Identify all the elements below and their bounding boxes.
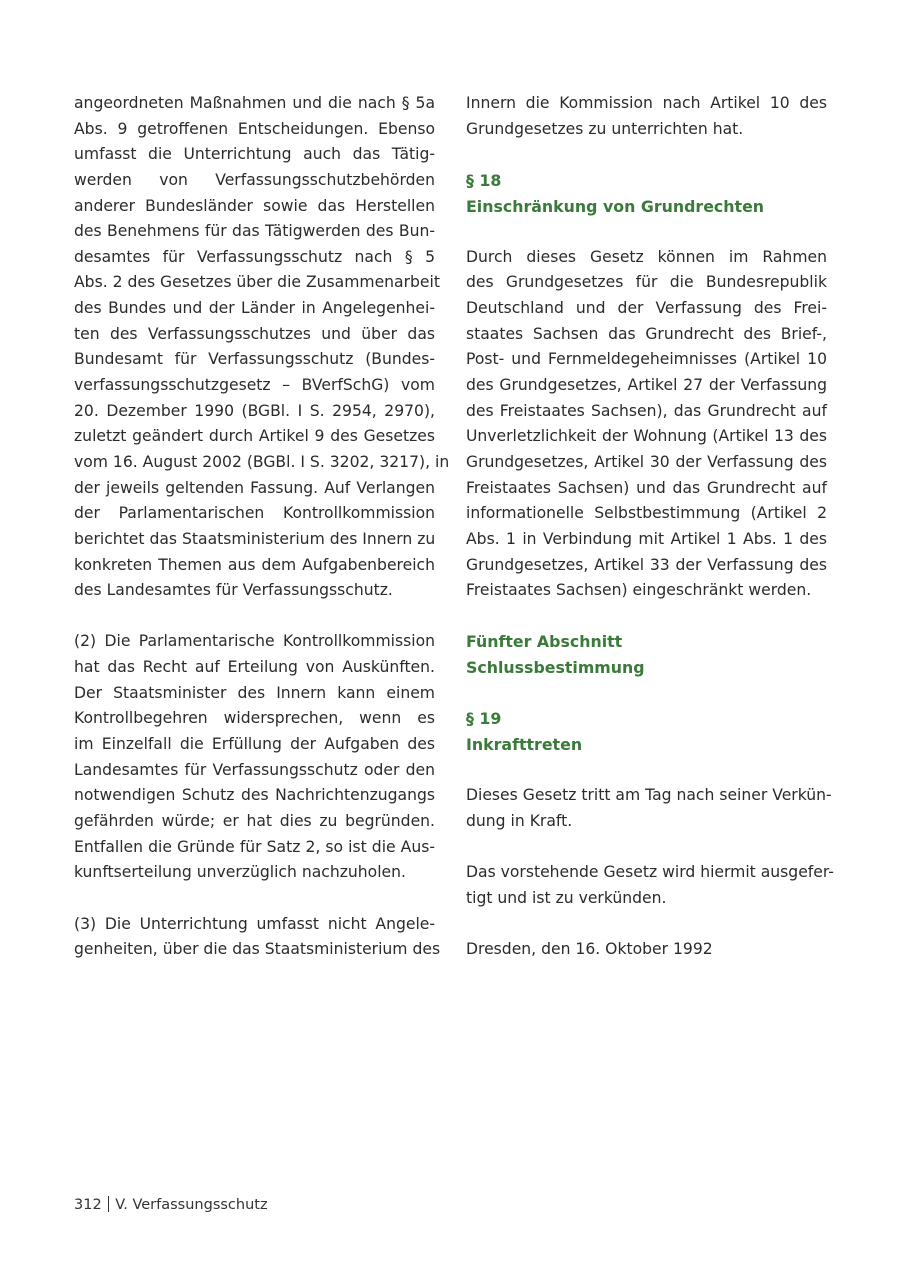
text-line: des Bundes und der Länder in Angelegenhei-	[74, 299, 435, 318]
text-line: (3) Die Unterrichtung umfasst nicht Angele-	[74, 914, 435, 933]
text-line: Abs. 9 getroffenen Entscheidungen. Ebenso	[74, 119, 435, 138]
text-line: Freistaates Sachsen) eingeschränkt werden.	[466, 581, 812, 600]
text-line: desamtes für Verfassungsschutz nach § 5	[74, 247, 435, 266]
left-column	[74, 91, 450, 963]
date-line: Dresden, den 16. Oktober 1992	[466, 940, 713, 959]
text-line: informationelle Selbstbestimmung (Artikel 2	[466, 504, 827, 523]
closing-text	[466, 860, 834, 911]
text-line: 20. Dezember 1990 (BGBl. I S. 2954, 2970),	[74, 401, 435, 420]
text-line: des Landesamtes für Verfassungsschutz.	[74, 581, 393, 600]
section-number: § 19	[466, 709, 502, 729]
text-line: Abs. 2 des Gesetzes über die Zusammenarbeit	[74, 273, 440, 292]
text-line: Bundesamt für Verfassungsschutz (Bundes-	[74, 350, 435, 369]
section-18-heading	[466, 168, 827, 219]
footer-separator	[108, 1196, 110, 1212]
page-number: 312	[74, 1197, 102, 1213]
text-line: Unverletzlichkeit der Wohnung (Artikel 13 des	[466, 427, 827, 446]
section-number: § 18	[466, 170, 502, 190]
chapter-label: V. Verfassungsschutz	[115, 1197, 268, 1213]
text-line: werden von Verfassungsschutzbehörden	[74, 170, 435, 189]
text-line: umfasst die Unterrichtung auch das Tätig-	[74, 145, 435, 164]
section-title: Inkrafttreten	[466, 735, 583, 755]
text-line: des Grundgesetzes für die Bundesrepublik	[466, 273, 827, 292]
text-line: berichtet das Staatsministerium des Innern zu	[74, 529, 436, 548]
text-line: staates Sachsen das Grundrecht des Brief-,	[466, 324, 827, 343]
text-line: Grundgesetzes zu unterrichten hat.	[466, 119, 744, 138]
text-line: konkreten Themen aus dem Aufgabenbereich	[74, 555, 435, 574]
text-line: hat das Recht auf Erteilung von Auskünften.	[74, 658, 435, 677]
text-line: Post- und Fernmeldegeheimnisses (Artikel 10	[466, 350, 827, 369]
section-19-text	[466, 783, 832, 834]
text-line: notwendigen Schutz des Nachrichtenzugangs	[74, 786, 435, 805]
text-line: Dieses Gesetz tritt am Tag nach seiner Verkün-	[466, 786, 832, 805]
paragraph-1	[74, 91, 450, 604]
text-line: anderer Bundesländer sowie das Herstellen	[74, 196, 435, 215]
text-line: tigt und ist zu verkünden.	[466, 888, 667, 907]
text-line: Der Staatsminister des Innern kann einem	[74, 683, 435, 702]
text-line: Entfallen die Gründe für Satz 2, so ist die Aus-	[74, 837, 435, 856]
text-line: Kontrollbegehren widersprechen, wenn es	[74, 709, 435, 728]
chapter-subtitle: Schlussbestimmung	[466, 658, 645, 678]
text-line: des Freistaates Sachsen), das Grundrecht auf	[466, 401, 827, 420]
text-line: Grundgesetzes, Artikel 30 der Verfassung des	[466, 452, 827, 471]
text-line: Durch dieses Gesetz können im Rahmen	[466, 247, 827, 266]
text-line: Das vorstehende Gesetz wird hiermit ausgefer-	[466, 863, 834, 882]
text-line: vom 16. August 2002 (BGBl. I S. 3202, 3217), in	[74, 452, 450, 471]
text-line: des Benehmens für das Tätigwerden des Bun-	[74, 222, 435, 241]
paragraph-3	[74, 912, 441, 963]
text-line: der jeweils geltenden Fassung. Auf Verlangen	[74, 478, 435, 497]
text-line: Freistaates Sachsen) und das Grundrecht auf	[466, 478, 827, 497]
page-footer	[74, 1196, 268, 1213]
text-line: (2) Die Parlamentarische Kontrollkommission	[74, 632, 435, 651]
text-line: Grundgesetzes, Artikel 33 der Verfassung des	[466, 555, 827, 574]
text-line: im Einzelfall die Erfüllung der Aufgaben des	[74, 735, 435, 754]
text-line: kunftserteilung unverzüglich nachzuholen.	[74, 863, 406, 882]
section-19-heading	[466, 706, 827, 757]
section-title: Einschränkung von Grundrechten	[466, 196, 765, 216]
text-line: ten des Verfassungsschutzes und über das	[74, 324, 435, 343]
text-line: zuletzt geändert durch Artikel 9 des Gesetzes	[74, 427, 435, 446]
text-line: dung in Kraft.	[466, 811, 573, 830]
section-5-heading	[466, 629, 827, 680]
text-line: Innern die Kommission nach Artikel 10 des	[466, 94, 827, 112]
text-line: der Parlamentarischen Kontrollkommission	[74, 504, 435, 523]
right-column	[466, 91, 834, 963]
text-line: verfassungsschutzgesetz – BVerfSchG) vom	[74, 376, 435, 395]
text-line: Abs. 1 in Verbindung mit Artikel 1 Abs. 1 des	[466, 529, 827, 548]
chapter-title: Fünfter Abschnitt	[466, 632, 623, 652]
text-line: Landesamtes für Verfassungsschutz oder den	[74, 760, 435, 779]
paragraph-continued	[466, 91, 827, 142]
text-line: gefährden würde; er hat dies zu begründen.	[74, 811, 435, 830]
text-line: Deutschland und der Verfassung des Frei-	[466, 299, 827, 318]
section-18-text	[466, 245, 827, 604]
paragraph-2	[74, 629, 435, 885]
text-line: angeordneten Maßnahmen und die nach § 5a	[74, 94, 435, 112]
text-line: des Grundgesetzes, Artikel 27 der Verfassung	[466, 376, 827, 395]
text-line: genheiten, über die das Staatsministerium des	[74, 940, 441, 959]
